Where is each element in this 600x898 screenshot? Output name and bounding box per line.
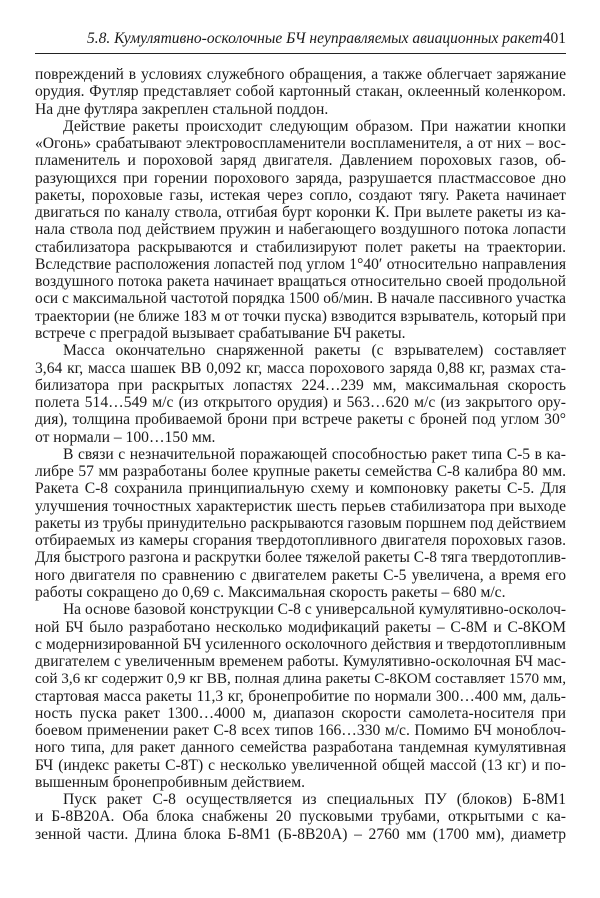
header-divider bbox=[35, 53, 566, 54]
text-line: На дне футляра закреплен стальной поддон. bbox=[35, 100, 329, 118]
text-line: вышенным бронепробивным действием. bbox=[35, 773, 305, 791]
text-line: ракеты, пороховые газы, истекая через сопло, создают тягу. Ракета начинает bbox=[35, 186, 566, 204]
text-line: 3,64 кг, масса шашек ВВ 0,092 кг, масса порохового заряда 0,88 кг, размах ста- bbox=[35, 359, 566, 377]
text-line: отбираемых из камеры сгорания твердотопливного двигателя пороховых газов. bbox=[35, 532, 566, 550]
text-line: от нормали – 100…150 мм. bbox=[35, 428, 216, 446]
text-line: Пуск ракет С-8 осуществляется из специальных ПУ (блоков) Б-8М1 bbox=[63, 791, 566, 809]
text-line: повреждений в условиях служебного обращения, а также облегчает заряжание bbox=[35, 66, 566, 83]
text-line: встрече с преградой вызывает срабатывание БЧ ракеты. bbox=[35, 324, 406, 342]
paragraph bbox=[35, 342, 566, 446]
paragraph bbox=[35, 791, 566, 843]
running-header bbox=[35, 30, 566, 50]
text-line: нала ствола под действием пружин и набегающего воздушного потока лопасти bbox=[35, 221, 566, 239]
text-line: Ракета С-8 сохранила принципиальную схему и компоновку ракеты С-5. Для bbox=[35, 480, 566, 498]
text-line: улучшения точностных характеристик шесть перьев стабилизатора при выходе bbox=[35, 497, 566, 515]
text-line: ракеты из трубы принудительно раскрываются газовым поршнем под действием bbox=[35, 514, 566, 532]
text-line: полета 514…549 м/с (из открытого орудия) и 563…620 м/с (из закрытого ору- bbox=[35, 394, 566, 412]
text-line: На основе базовой конструкции С-8 с универсальной кумулятивно-осколоч- bbox=[63, 601, 566, 619]
text-line: сой 3,6 кг содержит 0,9 кг ВВ, полная длина ракеты С-8КОМ составляет 1570 мм, bbox=[35, 670, 566, 688]
text-line: воздушного потока ракета начинает вращаться относительно своей продольной bbox=[35, 273, 566, 291]
text-line: Действие ракеты происходит следующим образом. При нажатии кнопки bbox=[63, 117, 566, 135]
text-line: разующихся при горении порохового заряда, разрушается пластмассовое дно bbox=[35, 169, 566, 187]
text-line: БЧ (индекс ракеты С-8Т) с несколько увеличенной общей массой (13 кг) и по- bbox=[35, 756, 566, 774]
text-line: стабилизатора раскрываются и стабилизируют полет ракеты на траектории. bbox=[35, 238, 566, 256]
text-line: Для быстрого разгона и раскрутки более тяжелой ракеты С-8 тяга твердотоплив- bbox=[35, 549, 567, 567]
text-line: с модернизированной БЧ усиленного осколочного действия и твердотопливным bbox=[35, 635, 566, 653]
paragraph bbox=[35, 118, 566, 342]
text-line: оси с максимальной частотой порядка 1500 об/мин. В начале пассивного участка bbox=[35, 290, 566, 308]
text-line: дия), толщина пробиваемой брони при встрече ракеты с броней под углом 30° bbox=[35, 411, 566, 429]
text-line: Масса окончательно снаряженной ракеты (с взрывателем) составляет bbox=[63, 342, 566, 360]
text-line: ность пуска ракет 1300…4000 м, диапазон скорости самолета-носителя при bbox=[35, 704, 566, 722]
text-line: двигателем с увеличенным временем работы. Кумулятивно-осколочная БЧ мас- bbox=[35, 653, 566, 671]
text-line: В связи с незначительной поражающей способностью ракет типа С-5 в ка- bbox=[63, 445, 566, 463]
paragraph bbox=[35, 446, 566, 601]
text-line: ного двигателя по сравнению с двигателем ракеты С-5 увеличена, а время его bbox=[35, 566, 566, 584]
text-line: работы сокращено до 0,69 с. Максимальная скорость ракеты – 680 м/с. bbox=[35, 583, 506, 601]
page-body bbox=[35, 66, 566, 843]
text-line: Вследствие расположения лопастей под углом 1°40′ относительно направления bbox=[35, 255, 566, 273]
text-line: траектории (не ближе 183 м от точки пуска) взводится взрыватель, который при bbox=[35, 307, 566, 325]
text-line: пламенитель и пороховой заряд двигателя. Давлением пороховых газов, об- bbox=[35, 152, 566, 170]
text-line: орудия. Футляр представляет собой картонный стакан, оклеенный коленкором. bbox=[35, 83, 566, 101]
text-line: «Огонь» срабатывают электровоспламенители воспламенителя, а от них – вос- bbox=[35, 135, 566, 153]
text-line: двигаться по каналу ствола, отгибая бурт коронки К. При вылете ракеты из ка- bbox=[35, 204, 566, 222]
text-line: стартовая масса ракеты 11,3 кг, бронепробитие по нормали 300…400 мм, даль- bbox=[35, 687, 566, 705]
running-header-title: 5.8. Кумулятивно-осколочные БЧ неуправляемых авиационных ракет bbox=[87, 30, 543, 47]
paragraph bbox=[35, 601, 566, 791]
text-line: ной БЧ было разработано несколько модификаций ракеты – С-8М и С-8КОМ bbox=[35, 618, 566, 636]
text-line: боевом применении ракет С-8 всех типов 166…330 м/с. Помимо БЧ моноблоч- bbox=[35, 722, 566, 740]
text-line: и Б-8В20А. Оба блока снабжены 20 пусковыми трубами, открытыми с ка- bbox=[35, 808, 566, 826]
text-line: ного типа, для ракет данного семейства разработана тандемная кумулятивная bbox=[35, 739, 566, 757]
paragraph bbox=[35, 66, 566, 118]
text-line: либре 57 мм разработаны более крупные ракеты семейства С-8 калибра 80 мм. bbox=[35, 463, 566, 481]
text-line: билизатора при раскрытых лопастях 224…239 мм, максимальная скорость bbox=[35, 376, 566, 394]
page-number: 401 bbox=[542, 30, 566, 47]
text-line: зенной части. Длина блока Б-8М1 (Б-8В20А) – 2760 мм (1700 мм), диаметр bbox=[35, 825, 566, 843]
